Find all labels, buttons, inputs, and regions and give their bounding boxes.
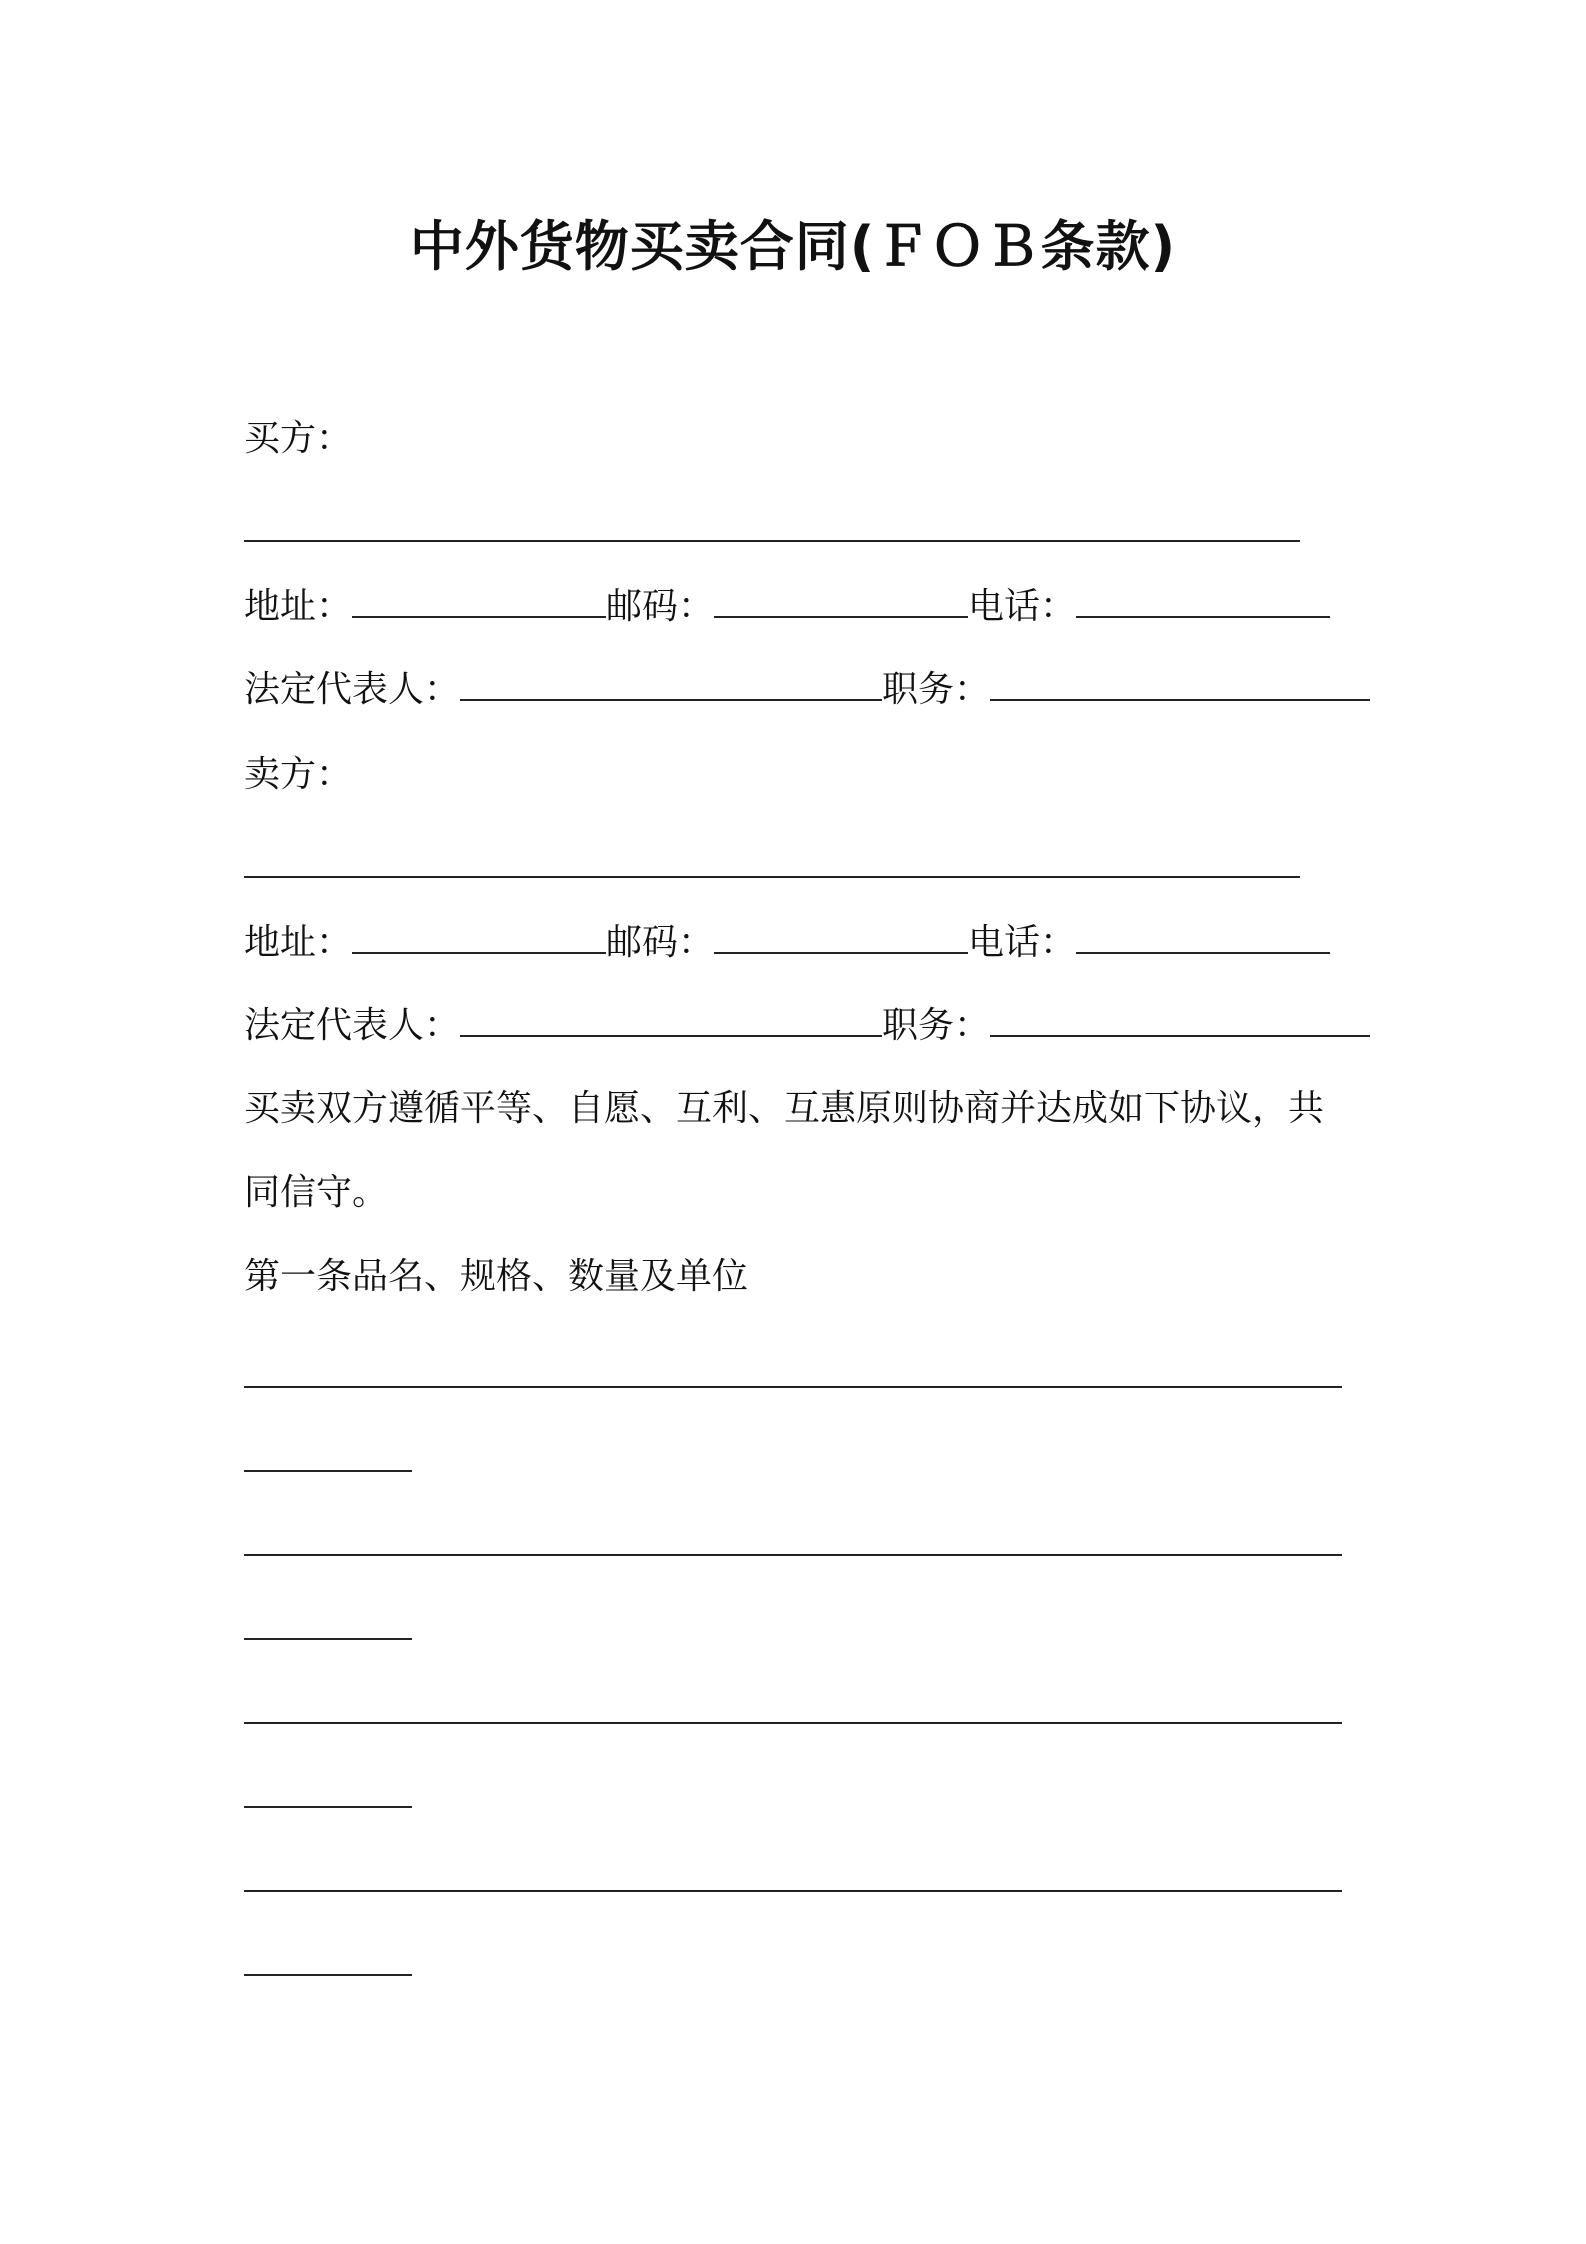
seller-position-blank[interactable] xyxy=(990,1005,1370,1037)
document-title: 中外货物买卖合同(ＦＯＢ条款) xyxy=(409,215,1177,278)
seller-legal-rep-blank[interactable] xyxy=(460,1005,882,1037)
seller-label: 卖方： xyxy=(244,754,353,795)
seller-address-blank[interactable] xyxy=(352,922,606,954)
article-1-heading: 第一条品名、规格、数量及单位 xyxy=(244,1256,749,1297)
buyer-postcode-blank[interactable] xyxy=(714,586,968,618)
article-1-blank-line[interactable] xyxy=(244,1806,412,1808)
article-1-blank-line[interactable] xyxy=(244,1386,1342,1388)
seller-rep-row xyxy=(244,1001,1370,1051)
seller-postcode-blank[interactable] xyxy=(714,922,968,954)
article-1-blank-line[interactable] xyxy=(244,1890,1342,1892)
buyer-address-label: 地址： xyxy=(244,586,353,627)
buyer-phone-label: 电话： xyxy=(968,586,1077,627)
seller-phone-label: 电话： xyxy=(968,922,1077,963)
seller-name-blank[interactable] xyxy=(244,876,1300,878)
buyer-label: 买方： xyxy=(244,418,353,459)
buyer-legal-rep-label: 法定代表人： xyxy=(244,669,461,710)
agreement-paragraph-line-2: 同信守。 xyxy=(244,1172,389,1213)
seller-postcode-label: 邮码： xyxy=(606,922,715,963)
buyer-rep-row xyxy=(244,665,1370,715)
article-1-blank-line[interactable] xyxy=(244,1554,1342,1556)
agreement-paragraph-line-1: 买卖双方遵循平等、自愿、互利、互惠原则协商并达成如下协议，共 xyxy=(244,1088,1325,1129)
article-1-blank-line[interactable] xyxy=(244,1638,412,1640)
seller-position-label: 职务： xyxy=(882,1005,991,1046)
buyer-phone-blank[interactable] xyxy=(1076,586,1330,618)
article-1-blank-line[interactable] xyxy=(244,1722,1342,1724)
seller-address-label: 地址： xyxy=(244,922,353,963)
buyer-name-blank[interactable] xyxy=(244,540,1300,542)
buyer-contact-row xyxy=(244,582,1330,632)
buyer-position-blank[interactable] xyxy=(990,669,1370,701)
buyer-address-blank[interactable] xyxy=(352,586,606,618)
article-1-blank-line[interactable] xyxy=(244,1470,412,1472)
buyer-legal-rep-blank[interactable] xyxy=(460,669,882,701)
article-1-blank-line[interactable] xyxy=(244,1974,412,1976)
buyer-position-label: 职务： xyxy=(882,669,991,710)
buyer-postcode-label: 邮码： xyxy=(606,586,715,627)
seller-legal-rep-label: 法定代表人： xyxy=(244,1005,461,1046)
seller-phone-blank[interactable] xyxy=(1076,922,1330,954)
seller-contact-row xyxy=(244,918,1330,968)
